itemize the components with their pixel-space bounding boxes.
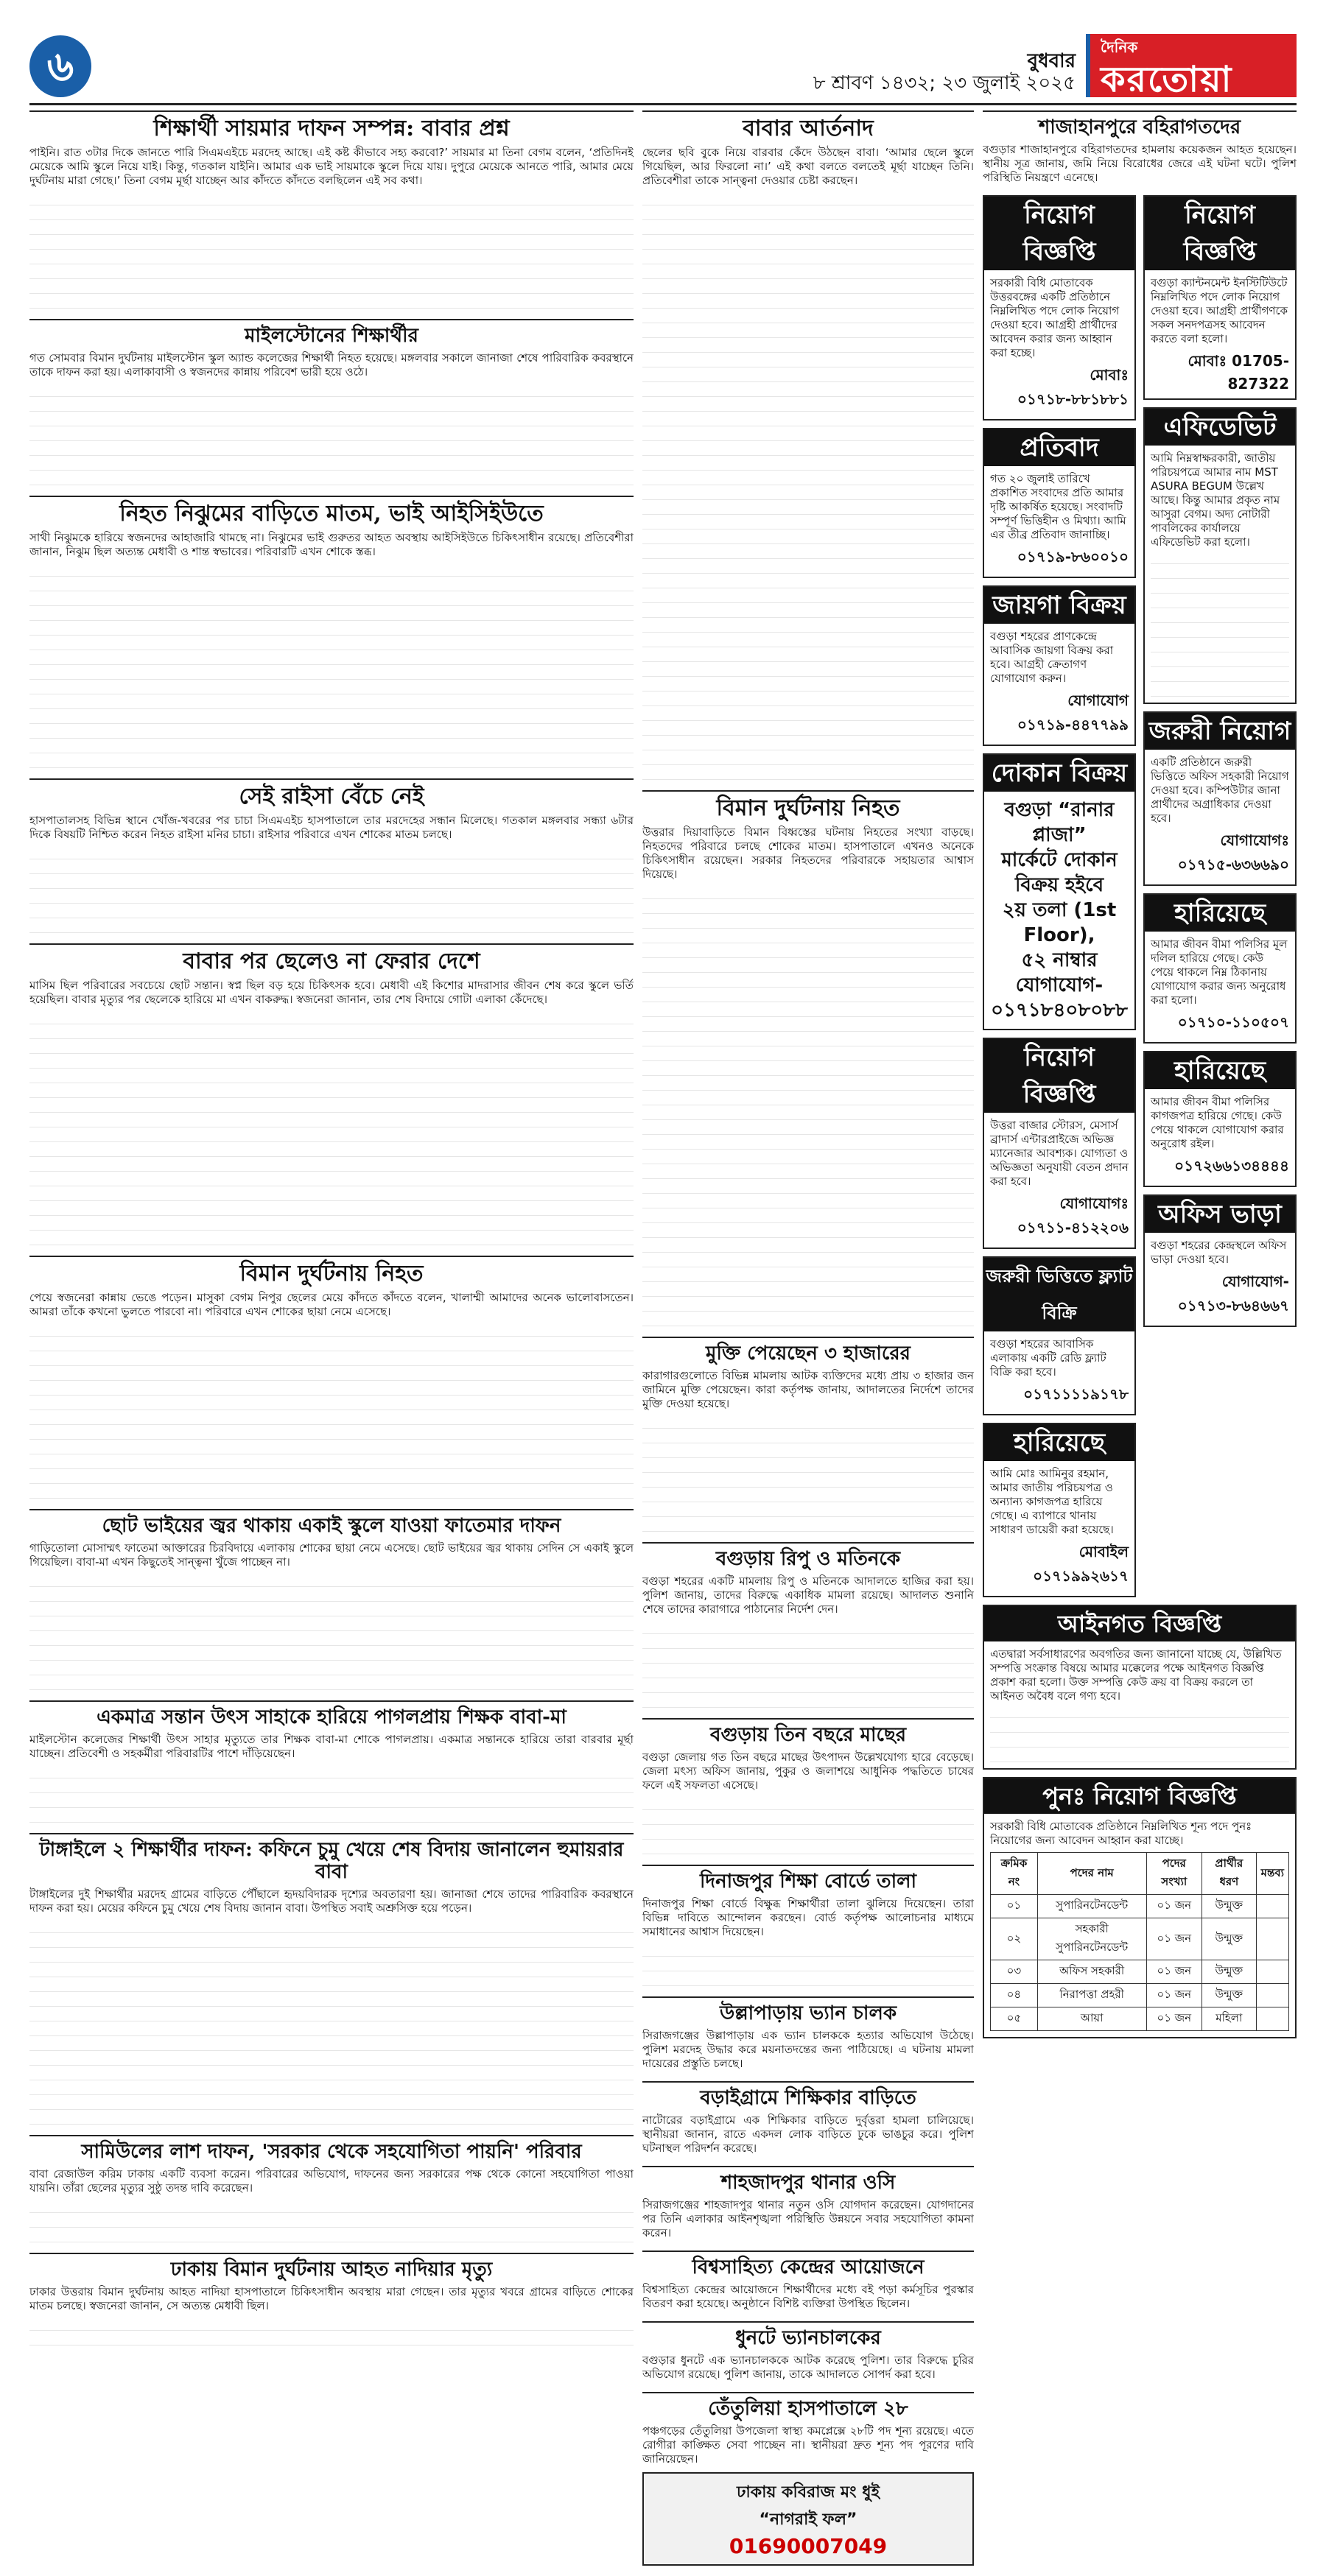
story-21-text: বিশ্বসাহিত্য কেন্দ্রের আয়োজনে শিক্ষার্থীদের মধ্যে বই পড়া কর্মসূচির পুরস্কার বিতরণ করা হয়েছে। অনুষ্ঠানে বিশিষ্ট ব্যক্তিরা উপস্থিত ছিলেন।: [642, 2283, 974, 2310]
ad-shop-sale-title: দোকান বিক্রয়: [984, 755, 1134, 792]
story-14: [642, 1337, 974, 1532]
ad-appointment-1-title: নিয়োগ বিজ্ঞপ্তি: [984, 197, 1134, 270]
brand-name: করতোয়া: [1101, 59, 1233, 100]
story-17-title: দিনাজপুর শিক্ষা বোর্ডে তালা: [642, 1865, 974, 1893]
story-6-title: বিমান দুর্ঘটনায় নিহত: [29, 1256, 634, 1287]
ad-lost-2-phone: ০১৭২৬৬১৩৪৪৪৪: [1174, 1157, 1289, 1175]
masthead: [29, 29, 1297, 105]
ad-shop-sale-phone: ০১৭১৮৪০৮০৮৮: [991, 999, 1128, 1021]
ad-protest-phone: ০১৭১৯-৮৬০০১০: [1017, 548, 1129, 566]
ad-appointment-2-text: বগুড়া ক্যান্টনমেন্ট ইনস্টিটিউটে নিম্নলিখিত পদে লোক নিয়োগ দেওয়া হবে। আগ্রহী প্রার্থীগণকে সকল সনদপত্রসহ আবেদন করতে বলা হলো।: [1151, 276, 1288, 345]
promo-line-2: “নাগরাই ফল”: [759, 2510, 857, 2529]
story-8-title: একমাত্র সন্তান উৎস সাহাকে হারিয়ে পাগলপ্রায় শিক্ষক বাবা-মা: [29, 1700, 634, 1728]
story-11-title: ঢাকায় বিমান দুর্ঘটনায় আহত নাদিয়ার মৃত্যু: [29, 2253, 634, 2281]
table-cell: ০২: [991, 1918, 1038, 1960]
story-19-text: নাটোরের বড়াইগ্রামে এক শিক্ষিকার বাড়িতে দুর্বৃত্তরা হামলা চালিয়েছে। স্থানীয়রা জানান, রাতে একদল লোক বাড়িতে ঢুকে ভাঙচুর করে। পুলিশ ঘটনাস্থল পরিদর্শন করেছে।: [642, 2114, 974, 2155]
story-10-title: সামিউলের লাশ দাফন, 'সরকার থেকে সহযোগিতা পায়নি' পরিবার: [29, 2135, 634, 2163]
ad-lost-3: [983, 1423, 1136, 1597]
story-21-title: বিশ্বসাহিত্য কেন্দ্রের আয়োজনে: [642, 2251, 974, 2278]
story-13-title: বিমান দুর্ঘটনায় নিহত: [642, 790, 974, 821]
promo-line-1: ঢাকায় কবিরাজ মং ধুই: [736, 2483, 880, 2502]
ad-lost-2-text: আমার জীবন বীমা পলিসির কাগজপত্র হারিয়ে গেছে। কেউ পেয়ে থাকলে যোগাযোগ করার অনুরোধ রইল।: [1151, 1095, 1284, 1150]
table-cell: আয়া: [1037, 2007, 1146, 2031]
column-left: [29, 110, 634, 2356]
table-row: [991, 1960, 1289, 1984]
ad-shop-sale-line-6: যোগাযোগ-: [1015, 974, 1104, 996]
ad-office-rent-text: বগুড়া শহরের কেন্দ্রস্থলে অফিস ভাড়া দেওয়া হবে।: [1151, 1239, 1287, 1266]
story-15-title: বগুড়ায় রিপু ও মতিনকে: [642, 1542, 974, 1570]
table-row: [991, 1895, 1289, 1918]
column-right: [983, 110, 1297, 2046]
story-5-title: বাবার পর ছেলেও না ফেরার দেশে: [29, 943, 634, 974]
table-row: [991, 2007, 1289, 2031]
ad-urgent-appointment-title: জরুরী নিয়োগ: [1145, 713, 1295, 750]
story-23-title: তেঁতুলিয়া হাসপাতালে ২৮: [642, 2392, 974, 2420]
story-9: [29, 1833, 634, 2125]
table-header-cell: প্রার্থীর ধরণ: [1202, 1853, 1257, 1895]
story-4-text: হাসপাতালসহ বিভিন্ন স্থানে খোঁজ-খবরের পর চাচা সিএমএইচ হাসপাতালে তার মরদেহের সন্ধান মিলেছে। গতকাল মঙ্গলবার সন্ধ্যা ৬টার দিকে বিষয়টি নিশ্চিত করেন নিহত রাইসা মনির চাচা। রাইসার পরিবারে এখন শোকের মাতম চলছে।: [29, 814, 634, 841]
column-middle: [642, 110, 974, 2576]
story-6-text: পেয়ে স্বজনেরা কান্নায় ভেঙে পড়েন। মাসুকা বেগম নিপুর ছেলের মেয়ে কাঁদতে কাঁদতে বলেন, খালাম্মী আমাদের অনেক ভালোবাসতেন। আমরা তাঁকে কখনো ভুলতে পারবো না। পরিবারে এখন শোকের ছায়া নেমে এসেছে।: [29, 1291, 634, 1318]
table-cell: [1256, 2007, 1288, 2031]
ad-protest-text: গত ২০ জুলাই তারিখে প্রকাশিত সংবাদের প্রতি আমার দৃষ্টি আকর্ষিত হয়েছে। সংবাদটি সম্পূর্ণ ভিত্তিহীন ও মিথ্যা। আমি এর তীব্র প্রতিবাদ জানাচ্ছি।: [990, 472, 1126, 541]
table-header-row: [991, 1853, 1289, 1895]
ad-legal-notice: [983, 1605, 1297, 1770]
ad-lost-1-text: আমার জীবন বীমা পলিসির মূল দলিল হারিয়ে গেছে। কেউ পেয়ে থাকলে নিম্ন ঠিকানায় যোগাযোগ করার জন্য অনুরোধ করা হলো।: [1151, 937, 1288, 1007]
ad-appointment-3-title: নিয়োগ বিজ্ঞপ্তি: [984, 1039, 1134, 1113]
ad-office-rent: [1143, 1194, 1297, 1327]
table-row: [991, 1918, 1289, 1960]
story-17-text: দিনাজপুর শিক্ষা বোর্ডে বিক্ষুব্ধ শিক্ষার্থীরা তালা ঝুলিয়ে দিয়েছেন। তারা বিভিন্ন দাবিতে আন্দোলন করছেন। বোর্ড কর্তৃপক্ষ আলোচনার মাধ্যমে সমাধানের আশ্বাস দিয়েছেন।: [642, 1897, 974, 1938]
ad-reappointment-title: পুনঃ নিয়োগ বিজ্ঞপ্তি: [984, 1778, 1295, 1814]
table-cell: অফিস সহকারী: [1037, 1960, 1146, 1984]
ad-affidavit: [1143, 407, 1297, 704]
story-13: [642, 790, 974, 1326]
ad-shop-sale-line-4: ২য় তলা (1st Floor),: [1002, 899, 1117, 946]
ad-lost-1-title: হারিয়েছে: [1145, 895, 1295, 932]
story-23: [642, 2392, 974, 2566]
ad-flat-sale-title: জরুরী ভিত্তিতে ফ্ল্যাট বিক্রি: [984, 1258, 1134, 1331]
table-cell: ০১ জন: [1146, 2007, 1202, 2031]
ads-subcol-right: [1143, 195, 1297, 1605]
story-24-text: বগুড়ার শাজাহানপুরে বহিরাগতদের হামলায় কয়েকজন আহত হয়েছেন। স্থানীয় সূত্র জানায়, জমি নিয়ে বিরোধের জেরে এই ঘটনা ঘটে। পুলিশ পরিস্থিতি নিয়ন্ত্রণে এনেছে।: [983, 143, 1297, 184]
story-17: [642, 1865, 974, 1986]
story-18-text: সিরাজগঞ্জের উল্লাপাড়ায় এক ভ্যান চালককে হত্যার অভিযোগ উঠেছে। পুলিশ মরদেহ উদ্ধার করে ময়নাতদন্তের জন্য পাঠিয়েছে। এ ঘটনায় মামলা দায়েরের প্রস্তুতি চলছে।: [642, 2029, 974, 2070]
table-cell: সুপারিনটেনডেন্ট: [1037, 1895, 1146, 1918]
story-8: [29, 1700, 634, 1823]
ad-office-rent-phone: যোগাযোগ- ০১৭১৩-৮৬৪৬৬৭: [1177, 1273, 1289, 1315]
table-cell: উন্মুক্ত: [1202, 1984, 1257, 2007]
ad-lost-2-title: হারিয়েছে: [1145, 1052, 1295, 1089]
table-cell: নিরাপত্তা প্রহরী: [1037, 1984, 1146, 2007]
table-cell: মহিলা: [1202, 2007, 1257, 2031]
ad-urgent-appointment-text: একটি প্রতিষ্ঠানে জরুরী ভিত্তিতে অফিস সহকারী নিয়োগ দেওয়া হবে। কম্পিউটার জানা প্রার্থীদের অগ্রাধিকার দেওয়া হবে।: [1151, 756, 1289, 825]
story-14-text: কারাগারগুলোতে বিভিন্ন মামলায় আটক ব্যক্তিদের মধ্যে প্রায় ৩ হাজার জন জামিনে মুক্তি পেয়েছেন। কারা কর্তৃপক্ষ জানায়, আদালতের নির্দেশে তাদের মুক্তি দেওয়া হয়েছে।: [642, 1369, 974, 1410]
ad-affidavit-text: আমি নিম্নস্বাক্ষরকারী, জাতীয় পরিচয়পত্রে আমার নাম MST ASURA BEGUM উল্লেখ আছে। কিন্তু আমার প্রকৃত নাম আসুরা বেগম। অদ্য নোটারী পাবলিকের কার্যালয়ে এফিডেভিট করা হলো।: [1151, 451, 1280, 549]
ad-urgent-appointment: [1143, 711, 1297, 886]
story-3-text: সাথী নিঝুমকে হারিয়ে স্বজনদের আহাজারি থামছে না। নিঝুমের ভাই গুরুতর আহত অবস্থায় আইসিইউতে চিকিৎসাধীন রয়েছে। প্রতিবেশীরা জানান, নিঝুম ছিল অত্যন্ত মেধাবী ও শান্ত স্বভাবের। পরিবারটি এখন শোকে স্তব্ধ।: [29, 531, 634, 558]
table-cell: ০১ জন: [1146, 1960, 1202, 1984]
story-15: [642, 1542, 974, 1708]
story-7: [29, 1509, 634, 1690]
ad-lost-1-phone: ০১৭১০-১১০৫০৭: [1177, 1013, 1289, 1031]
ad-shop-sale-line-3: বিক্রয় হইবে: [1014, 874, 1104, 896]
ad-appointment-2-title: নিয়োগ বিজ্ঞপ্তি: [1145, 197, 1295, 270]
table-cell: [1256, 1960, 1288, 1984]
story-20-text: সিরাজগঞ্জের শাহজাদপুর থানার নতুন ওসি যোগদান করেছেন। যোগদানের পর তিনি এলাকার আইনশৃঙ্খলা পরিস্থিতি উন্নয়নে সবার সহযোগিতা কামনা করেন।: [642, 2198, 974, 2239]
table-cell: [1256, 1895, 1288, 1918]
ad-lost-3-phone: মোবাইল ০১৭১৯৯২৬১৭: [1033, 1543, 1129, 1585]
story-4-title: সেই রাইসা বেঁচে নেই: [29, 778, 634, 809]
dateline-date: ৮ শ্রাবণ ১৪৩২; ২৩ জুলাই ২০২৫: [813, 72, 1076, 94]
ad-lost-3-text: আমি মোঃ আমিনুর রহমান, আমার জাতীয় পরিচয়পত্র ও অন্যান্য কাগজপত্র হারিয়ে গেছে। এ ব্যাপারে থানায় সাধারণ ডায়েরী করা হয়েছে।: [990, 1467, 1114, 1536]
ad-flat-sale-phone: ০১৭১১১১৯১৭৮: [1023, 1385, 1129, 1403]
brand-logo: [1086, 34, 1297, 100]
ad-shop-sale-line-1: বগুড়া “রানার প্লাজা”: [1004, 799, 1115, 846]
ads-row-1: [983, 195, 1297, 1605]
story-12: [642, 110, 974, 780]
story-2-title: মাইলস্টোনের শিক্ষার্থীর: [29, 319, 634, 347]
table-header-cell: ক্রমিক নং: [991, 1853, 1038, 1895]
ad-reappointment-text: সরকারী বিধি মোতাবেক প্রতিষ্ঠানে নিম্নলিখিত শূন্য পদে পুনঃ নিয়োগের জন্য আবেদন আহ্বান করা যাচ্ছে।: [990, 1820, 1252, 1847]
story-5-text: মাসিম ছিল পরিবারের সবচেয়ে ছোট সন্তান। স্বপ্ন ছিল বড় হয়ে চিকিৎসক হবে। মেধাবী এই কিশোর মাদরাসার জীবন শেষ করে স্কুলে ভর্তি হয়েছিল। বাবার মৃত্যুর পর ছেলেকে হারিয়ে মা এখন বাকরুদ্ধ। স্বজনেরা জানান, তার শেষ বিদায়ে গোটা এলাকা কেঁদেছে।: [29, 979, 634, 1006]
table-cell: ০৪: [991, 1984, 1038, 2007]
story-5: [29, 943, 634, 1245]
ad-lost-2: [1143, 1051, 1297, 1187]
ad-protest-title: প্রতিবাদ: [984, 429, 1134, 466]
table-cell: উন্মুক্ত: [1202, 1918, 1257, 1960]
table-cell: ০১: [991, 1895, 1038, 1918]
story-7-text: গাড়িতোলা মোসাম্মৎ ফাতেমা আক্তারের চিরবিদায়ে এলাকায় শোকের ছায়া নেমে এসেছে। ছোট ভাইয়ের জ্বর থাকায় সেদিন সে একাই স্কুলে গিয়েছিল। বাবা-মা এখন কিছুতেই সান্ত্বনা খুঁজে পাচ্ছেন না।: [29, 1541, 634, 1569]
story-19-title: বড়াইগ্রামে শিক্ষিকার বাড়িতে: [642, 2081, 974, 2109]
ad-appointment-1-text: সরকারী বিধি মোতাবেক উত্তরবঙ্গের একটি প্রতিষ্ঠানে নিম্নলিখিত পদে লোক নিয়োগ দেওয়া হবে। আগ্রহী প্রার্থীদের আবেদন করার জন্য আহ্বান করা হচ্ছে।: [990, 276, 1120, 359]
ad-appointment-2-phone: মোবাঃ 01705-827322: [1188, 352, 1289, 393]
story-1-title: শিক্ষার্থী সায়মার দাফন সম্পন্ন: বাবার প্রশ্ন: [29, 110, 634, 141]
brand-small: দৈনিক: [1101, 38, 1138, 56]
table-header-cell: পদের সংখ্যা: [1146, 1853, 1202, 1895]
story-10: [29, 2135, 634, 2242]
table-cell: ০১ জন: [1146, 1895, 1202, 1918]
ad-shop-sale-line-5: ৫২ নাম্বার: [1021, 949, 1098, 971]
ad-legal-notice-text: এতদ্বারা সর্বসাধারণের অবগতির জন্য জানানো যাচ্ছে যে, উল্লিখিত সম্পত্তি সংক্রান্ত বিষয়ে আমার মক্কেলের পক্ষে আইনগত বিজ্ঞপ্তি প্রকাশ করা হলো। উক্ত সম্পত্তি কেউ ক্রয় বা বিক্রয় করলে তা আইনত অবৈধ বলে গণ্য হবে।: [990, 1647, 1282, 1703]
story-18-title: উল্লাপাড়ায় ভ্যান চালক: [642, 1996, 974, 2024]
story-20: [642, 2166, 974, 2240]
story-1-text: পাইনি। রাত ৩টার দিকে জানতে পারি সিএমএইচে মরদেহ আছে। এই কষ্ট কীভাবে সহ্য করবো?’ সায়মার মা তিনা বেগম বলেন, ‘প্রতিদিনই মেয়েকে আমি স্কুলে নিয়ে যাই। কিন্তু, গতকাল যাইনি। আমার এক ভাই সায়মাকে স্কুলে দিয়ে যায়। দুপুরে মেয়েকে আনতে পারি, আমার মেয়ে দুর্ঘটনায় মারা গেছে।’ তিনা বেগম মূর্ছা যাচ্ছেন আর কাঁদতে কাঁদতে বলছিলেন এই সব কথা।: [29, 146, 634, 187]
story-9-title: টাঙ্গাইলে ২ শিক্ষার্থীর দাফন: কফিনে চুমু খেয়ে শেষ বিদায় জানালেন হুমায়রার বাবা: [29, 1833, 634, 1883]
promo-phone: 01690007049: [729, 2534, 888, 2558]
ad-flat-sale-text: বগুড়া শহরের আবাসিক এলাকায় একটি রেডি ফ্ল্যাট বিক্রি করা হবে।: [990, 1337, 1106, 1379]
ad-appointment-1: [983, 195, 1136, 420]
story-16: [642, 1718, 974, 1854]
ad-appointment-3-text: উত্তরা বাজার স্টোরস, মেসার্স ব্রাদার্স এন্টারপ্রাইজে অভিজ্ঞ ম্যানেজার আবশ্যক। যোগ্যতা ও অভিজ্ঞতা অনুযায়ী বেতন প্রদান করা হবে।: [990, 1119, 1129, 1188]
ad-reappointment: [983, 1777, 1297, 2038]
ad-appointment-2: [1143, 195, 1297, 400]
story-2-text: গত সোমবার বিমান দুর্ঘটনায় মাইলস্টোন স্কুল অ্যান্ড কলেজের শিক্ষার্থী নিহত হয়েছে। মঙ্গলবার সকালে জানাজা শেষে পারিবারিক কবরস্থানে তাকে দাফন করা হয়। এলাকাবাসী ও স্বজনদের কান্নায় পরিবেশ ভারী হয়ে ওঠে।: [29, 351, 634, 379]
promo-box: [642, 2472, 974, 2566]
story-3: [29, 496, 634, 768]
table-cell: [1256, 1984, 1288, 2007]
story-18: [642, 1996, 974, 2071]
story-8-text: মাইলস্টোন কলেজের শিক্ষার্থী উৎস সাহার মৃত্যুতে তার শিক্ষক বাবা-মা শোকে পাগলপ্রায়। একমাত্র সন্তানকে হারিয়ে তারা বারবার মূর্ছা যাচ্ছেন। প্রতিবেশী ও সহকর্মীরা পরিবারটির পাশে দাঁড়িয়েছেন।: [29, 1733, 634, 1760]
story-10-text: বাবা রেজাউল করিম ঢাকায় একটি ব্যবসা করেন। পরিবারের অভিযোগ, দাফনের জন্য সরকারের পক্ষ থেকে কোনো সহযোগিতা পাওয়া যায়নি। তাঁরা ছেলের মৃত্যুর সুষ্ঠু তদন্ত দাবি করেছেন।: [29, 2167, 634, 2195]
ad-office-rent-title: অফিস ভাড়া: [1145, 1196, 1295, 1233]
table-cell: সহকারী সুপারিনটেনডেন্ট: [1037, 1918, 1146, 1960]
story-21: [642, 2251, 974, 2311]
ad-appointment-3-phone: যোগাযোগঃ ০১৭১১-৪১২২০৬: [1017, 1194, 1129, 1236]
story-3-title: নিহত নিঝুমের বাড়িতে মাতম, ভাই আইসিইউতে: [29, 496, 634, 527]
story-9-text: টাঙ্গাইলের দুই শিক্ষার্থীর মরদেহ গ্রামের বাড়িতে পৌঁছালে হৃদয়বিদারক দৃশ্যের অবতারণা হয়। জানাজা শেষে তাদের পারিবারিক কবরস্থানে দাফন করা হয়। মেয়ের কফিনে চুমু খেয়ে শেষ বিদায় জানান বাবা। উপস্থিত সবাই অশ্রুসিক্ত হয়ে পড়েন।: [29, 1887, 634, 1915]
ad-land-sale: [983, 585, 1136, 746]
story-14-title: মুক্তি পেয়েছেন ৩ হাজারের: [642, 1337, 974, 1365]
table-cell: [1256, 1918, 1288, 1960]
story-19: [642, 2081, 974, 2156]
ad-land-sale-phone: যোগাযোগ ০১৭১৯-৪৪৭৭৯৯: [1017, 691, 1129, 733]
story-2: [29, 319, 634, 485]
story-16-title: বগুড়ায় তিন বছরে মাছের: [642, 1718, 974, 1746]
ad-legal-notice-title: আইনগত বিজ্ঞপ্তি: [984, 1606, 1295, 1641]
ad-reappointment-table: [990, 1852, 1289, 2031]
story-12-text: ছেলের ছবি বুকে নিয়ে বারবার কেঁদে উঠছেন বাবা। ‘আমার ছেলে স্কুলে গিয়েছিল, আর ফিরলো না।’ এই কথা বলতে বলতেই মূর্ছা যাচ্ছেন তিনি। প্রতিবেশীরা তাকে সান্ত্বনা দেওয়ার চেষ্টা করছেন।: [642, 146, 974, 187]
story-20-title: শাহজাদপুর থানার ওসি: [642, 2166, 974, 2194]
ads-subcol-left: [983, 195, 1136, 1605]
story-22-title: ধুনটে ভ্যানচালকের: [642, 2321, 974, 2349]
story-22-text: বগুড়ার ধুনটে এক ভ্যানচালককে আটক করেছে পুলিশ। তার বিরুদ্ধে চুরির অভিযোগ রয়েছে। পুলিশ জানায়, তাকে আদালতে সোপর্দ করা হবে।: [642, 2354, 974, 2381]
table-cell: ০১ জন: [1146, 1918, 1202, 1960]
table-cell: উন্মুক্ত: [1202, 1895, 1257, 1918]
table-cell: উন্মুক্ত: [1202, 1960, 1257, 1984]
table-header-cell: মন্তব্য: [1256, 1853, 1288, 1895]
story-15-text: বগুড়া শহরের একটি মামলায় রিপু ও মতিনকে আদালতে হাজির করা হয়। পুলিশ জানায়, তাদের বিরুদ্ধে একাধিক মামলা রয়েছে। আদালত শুনানি শেষে তাদের কারাগারে পাঠানোর নির্দেশ দেন।: [642, 1574, 974, 1616]
table-cell: ০৩: [991, 1960, 1038, 1984]
ad-appointment-3: [983, 1038, 1136, 1249]
table-header-cell: পদের নাম: [1037, 1853, 1146, 1895]
story-24: [983, 110, 1297, 185]
story-11-text: ঢাকার উত্তরায় বিমান দুর্ঘটনায় আহত নাদিয়া হাসপাতালে চিকিৎসাধীন অবস্থায় মারা গেছেন। তার মৃত্যুর খবরে গ্রামের বাড়িতে শোকের মাতম চলছে। স্বজনেরা জানান, সে অত্যন্ত মেধাবী ছিল।: [29, 2285, 634, 2312]
story-13-text: উত্তরার দিয়াবাড়িতে বিমান বিধ্বস্তের ঘটনায় নিহতের সংখ্যা বাড়ছে। নিহতদের পরিবারে চলছে শোকের মাতম। হাসপাতালে এখনও অনেকে চিকিৎসাধীন রয়েছেন। সরকার নিহতদের পরিবারকে সহায়তার আশ্বাস দিয়েছে।: [642, 826, 974, 881]
story-1: [29, 110, 634, 309]
story-6: [29, 1256, 634, 1499]
ad-urgent-appointment-phone: যোগাযোগঃ ০১৭১৫-৬৩৬৬৯০: [1177, 831, 1289, 873]
story-11: [29, 2253, 634, 2346]
dateline-day: বুধবার: [1027, 50, 1076, 72]
ad-land-sale-title: জায়গা বিক্রয়: [984, 587, 1134, 624]
ad-lost-1: [1143, 893, 1297, 1044]
dateline: [813, 50, 1076, 94]
ad-flat-sale: [983, 1256, 1136, 1415]
story-24-title: শাজাহানপুরে বহিরাগতদের: [983, 110, 1297, 138]
page-number: ৬: [29, 35, 91, 97]
story-22: [642, 2321, 974, 2382]
ad-affidavit-title: এফিডেভিট: [1145, 409, 1295, 446]
ad-land-sale-text: বগুড়া শহরের প্রাণকেন্দ্রে আবাসিক জায়গা বিক্রয় করা হবে। আগ্রহী ক্রেতাগণ যোগাযোগ করুন।: [990, 630, 1114, 685]
story-4: [29, 778, 634, 933]
story-7-title: ছোট ভাইয়ের জ্বর থাকায় একাই স্কুলে যাওয়া ফাতেমার দাফন: [29, 1509, 634, 1537]
story-23-text: পঞ্চগড়ের তেঁতুলিয়া উপজেলা স্বাস্থ্য কমপ্লেক্সে ২৮টি পদ শূন্য রয়েছে। এতে রোগীরা কাঙ্ক্ষিত সেবা পাচ্ছেন না। স্থানীয়রা দ্রুত শূন্য পদ পূরণের দাবি জানিয়েছেন।: [642, 2424, 974, 2466]
ad-lost-3-title: হারিয়েছে: [984, 1424, 1134, 1461]
story-12-title: বাবার আর্তনাদ: [642, 110, 974, 141]
ad-shop-sale: [983, 753, 1136, 1030]
ad-protest: [983, 428, 1136, 578]
table-cell: ০৫: [991, 2007, 1038, 2031]
ad-appointment-1-phone: মোবাঃ ০১৭১৮-৮৮১৮৮১: [1017, 366, 1129, 408]
table-row: [991, 1984, 1289, 2007]
ad-shop-sale-line-2: মার্কেটে দোকান: [1001, 849, 1118, 871]
table-cell: ০১ জন: [1146, 1984, 1202, 2007]
story-16-text: বগুড়া জেলায় গত তিন বছরে মাছের উৎপাদন উল্লেখযোগ্য হারে বেড়েছে। জেলা মৎস্য অফিস জানায়, পুকুর ও জলাশয়ে আধুনিক পদ্ধতিতে চাষের ফলে এই সফলতা এসেছে।: [642, 1750, 974, 1792]
